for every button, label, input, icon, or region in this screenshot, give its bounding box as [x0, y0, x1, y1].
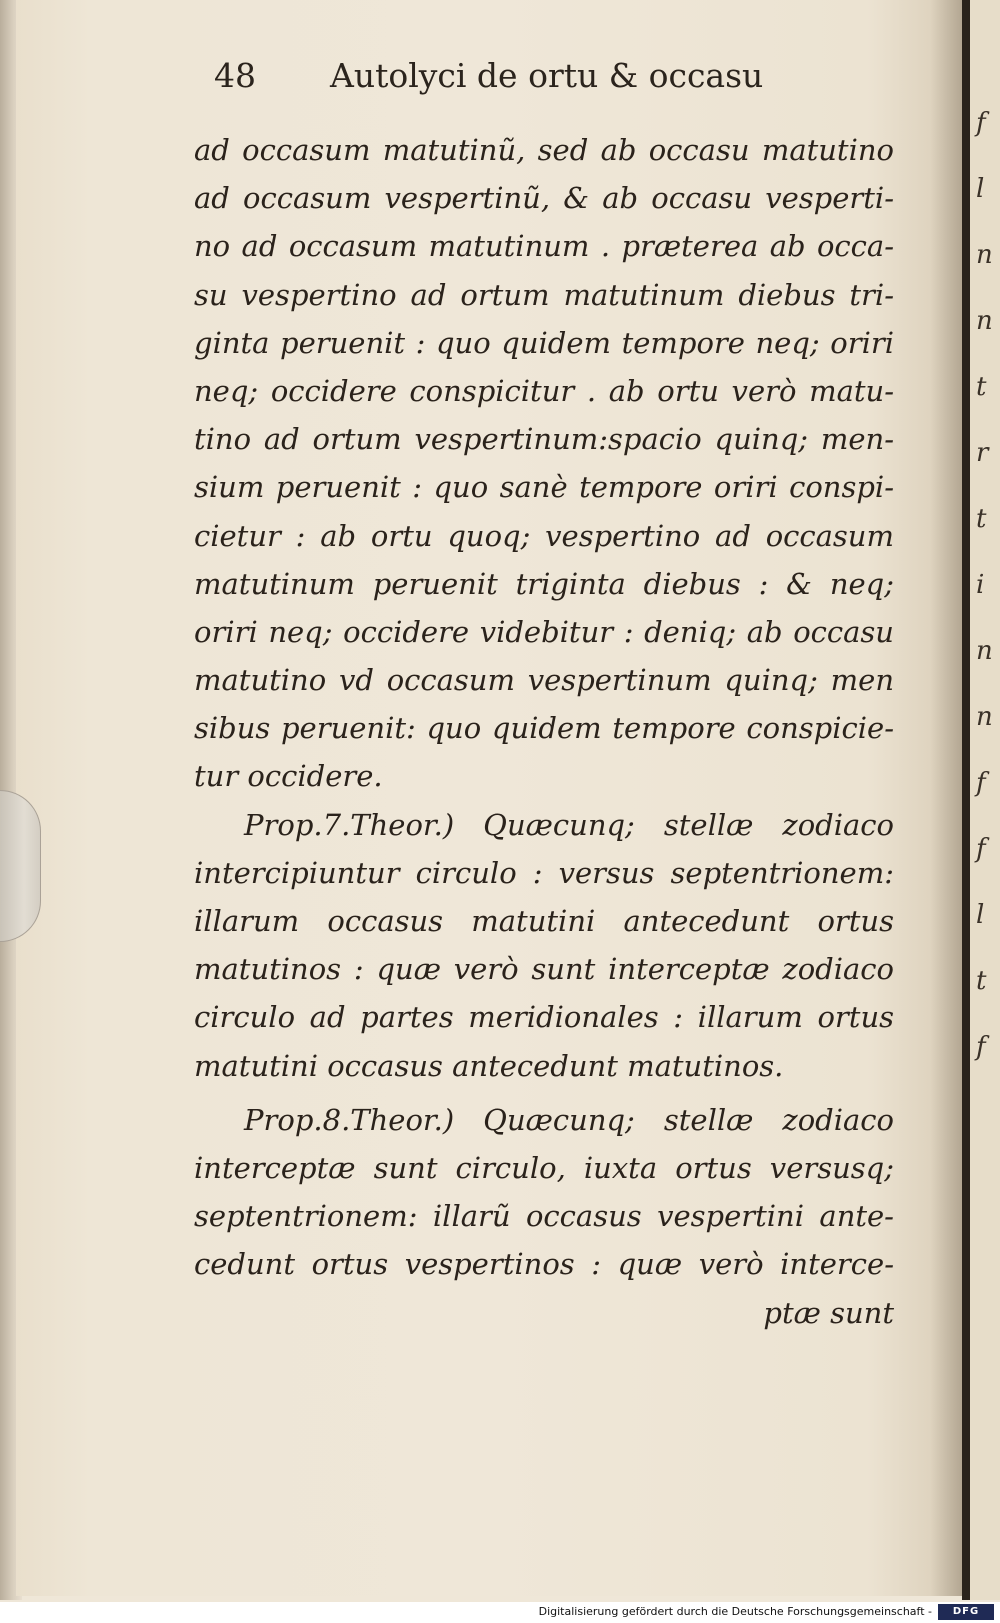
page-clasp: [0, 790, 41, 942]
text-line: sibus peruenit: quo quidem tempore conspicie-: [194, 711, 894, 746]
text-line: neq; occidere conspicitur . ab ortu verò matu-: [194, 373, 894, 408]
facing-page-fragment: l: [976, 900, 985, 930]
text-line: su vespertino ad ortum matutinum diebus tri-: [194, 277, 894, 312]
text-line: cietur : ab ortu quoq; vespertino ad occasum: [194, 518, 894, 553]
text-line: tino ad ortum vespertinum:spacio quinq; men-: [194, 422, 894, 457]
text-line: ad occasum matutinũ, sed ab occasu matutino: [194, 133, 894, 167]
text-line: tur occidere.: [194, 759, 383, 794]
text-line: matutinum peruenit triginta diebus : & neq;: [194, 566, 894, 601]
facing-page-fragment: n: [976, 702, 993, 732]
facing-page-fragment: i: [976, 570, 985, 600]
gutter-shadow: [930, 0, 964, 1596]
text-line: cedunt ortus vespertinos : quæ verò interce-: [194, 1247, 894, 1282]
body-text: [194, 126, 894, 1337]
facing-page-fragment: f: [976, 1032, 986, 1062]
facing-page-fragment: n: [976, 636, 993, 666]
text-line: illarum occasus matutini antecedunt ortus: [194, 904, 894, 938]
text-line: oriri neq; occidere videbitur : deniq; ab occasu: [194, 614, 894, 649]
text-line: ad occasum vespertinũ, & ab occasu vesperti-: [194, 181, 894, 216]
paragraph-1: [194, 126, 894, 801]
text-line: matutini occasus antecedunt matutinos.: [194, 1048, 784, 1083]
facing-page-fragment: t: [976, 372, 987, 402]
text-line: matutinos : quæ verò sunt interceptæ zodiaco: [194, 952, 894, 987]
dfg-logo: DFG: [938, 1604, 994, 1620]
facing-page-fragment: t: [976, 966, 987, 996]
catchword: ptæ sunt: [763, 1295, 894, 1330]
proposition-heading-line: Prop.7.Theor.) Quæcunq; stellæ zodiaco: [244, 807, 894, 842]
facing-page-edge: [970, 0, 1000, 1600]
facing-page-fragment: r: [976, 438, 989, 468]
text-line: no ad occasum matutinum . præterea ab occa-: [194, 229, 894, 264]
proposition-heading-line: Prop.8.Theor.) Quæcunq; stellæ zodiaco: [244, 1102, 894, 1137]
funding-credit: Digitalisierung gefördert durch die Deutsche Forschungsgemeinschaft -: [538, 1605, 932, 1618]
facing-page-fragment: t: [976, 504, 987, 534]
text-line: interceptæ sunt circulo, iuxta ortus versusq;: [194, 1150, 894, 1185]
facing-page-fragment: n: [976, 240, 993, 270]
proposition-7: [194, 801, 894, 1090]
facing-page-fragment: n: [976, 306, 993, 336]
proposition-8: [194, 1096, 894, 1337]
facing-page-fragment: l: [976, 174, 985, 204]
text-line: circulo ad partes meridionales : illarum ortus: [194, 1000, 894, 1035]
facing-page-fragment: f: [976, 768, 986, 798]
book-spine: [962, 0, 970, 1600]
text-line: septentrionem: illarũ occasus vespertini ante-: [194, 1199, 894, 1234]
text-line: ginta peruenit : quo quidem tempore neq; oriri: [194, 325, 894, 360]
page-number: 48: [214, 56, 256, 95]
facing-page-fragment: f: [976, 834, 986, 864]
running-title: Autolyci de ortu & occasu: [330, 56, 764, 95]
text-line: matutino vd occasum vespertinum quinq; men: [194, 663, 894, 698]
digitization-footer: [0, 1602, 1000, 1623]
text-line: intercipiuntur circulo : versus septentrionem:: [194, 855, 894, 890]
running-header: [214, 56, 763, 95]
facing-page-fragment: f: [976, 108, 986, 138]
text-line: sium peruenit : quo sanè tempore oriri conspi-: [194, 470, 894, 505]
